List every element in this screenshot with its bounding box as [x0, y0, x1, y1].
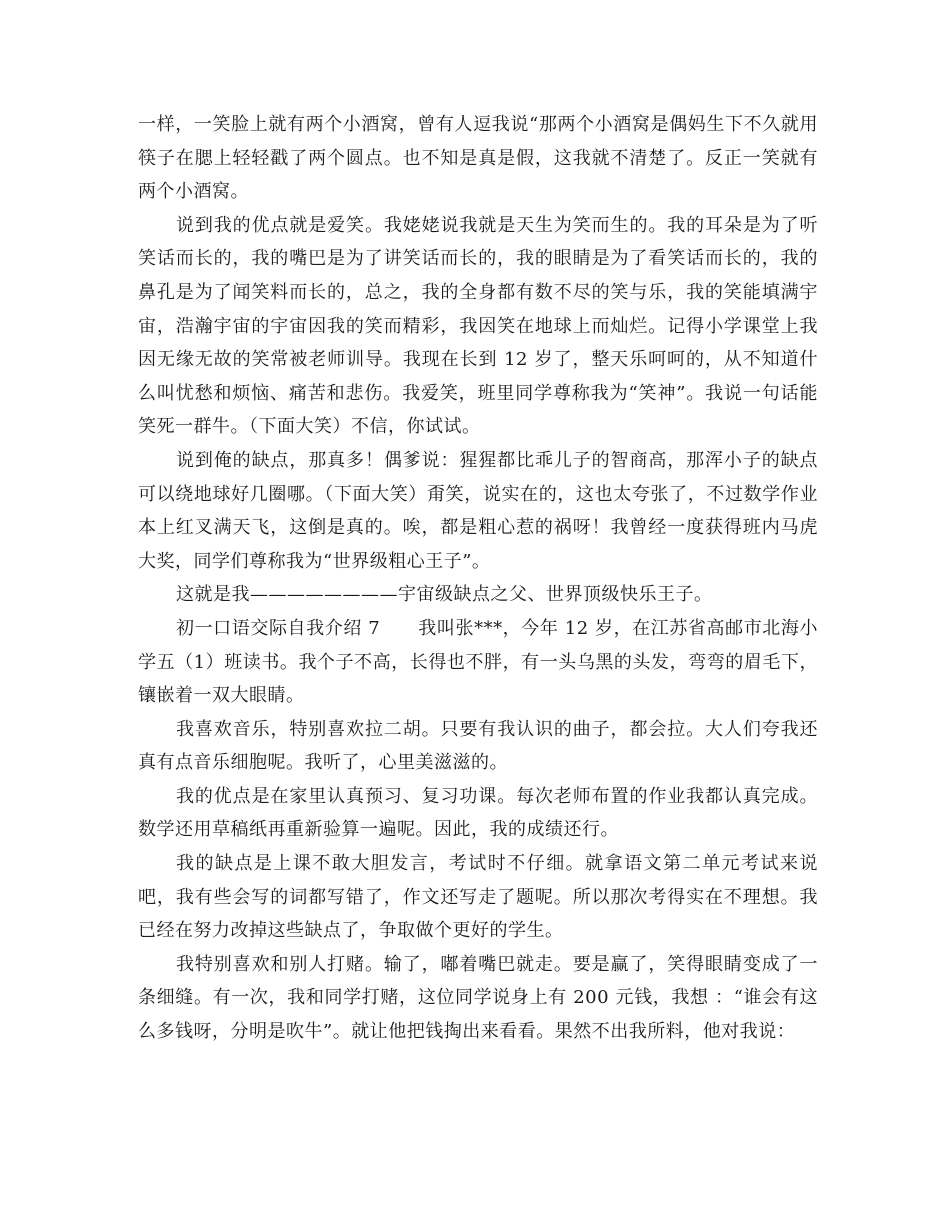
document-body [138, 108, 818, 1049]
section-heading: 初一口语交际自我介绍 7 [176, 617, 381, 639]
paragraph-2: 说到我的优点就是爱笑。我姥姥说我就是天生为笑而生的。我的耳朵是为了听笑话而长的，我的嘴巴是为了讲笑话而长的，我的眼睛是为了看笑话而长的，我的鼻孔是为了闻笑料而长的，总之，我的全身都有数不尽的笑与乐，我的笑能填满宇宙，浩瀚宇宙的宇宙因我的笑而精彩，我因笑在地球上而灿烂。记得小学课堂上我因无缘无故的笑常被老师训导。我现在长到 12 岁了，整天乐呵呵的，从不知道什么叫忧愁和烦恼、痛苦和悲伤。我爱笑，班里同学尊称我为“笑神”。我说一句话能笑死一群牛。（下面大笑）不信，你试试。 [138, 214, 818, 438]
paragraph-7: 我的优点是在家里认真预习、复习功课。每次老师布置的作业我都认真完成。数学还用草稿纸再重新验算一遍呢。因此，我的成绩还行。 [138, 785, 818, 841]
paragraph-6: 我喜欢音乐，特别喜欢拉二胡。只要有我认识的曲子，都会拉。大人们夸我还真有点音乐细胞呢。我听了，心里美滋滋的。 [138, 718, 818, 774]
paragraph-3: 说到俺的缺点，那真多！偶爹说：猩猩都比乖儿子的智商高，那浑小子的缺点可以绕地球好几圈哪。（下面大笑）甭笑，说实在的，这也太夸张了，不过数学作业本上红叉满天飞，这倒是真的。唉，都是粗心惹的祸呀！我曾经一度获得班内马虎大奖，同学们尊称我为“世界级粗心王子”。 [138, 449, 818, 572]
paragraph-5-body: 我叫张***，今年 12 岁，在江苏省高邮市北海小学五（1）班读书。我个子不高，长得也不胖，有一头乌黑的头发，弯弯的眉毛下，镶嵌着一双大眼睛。 [138, 617, 818, 707]
paragraph-4: 这就是我————————宇宙级缺点之父、世界顶级快乐王子。 [176, 584, 713, 606]
paragraph-5 [138, 612, 818, 713]
paragraph-8: 我的缺点是上课不敢大胆发言，考试时不仔细。就拿语文第二单元考试来说吧，我有些会写的词都写错了，作文还写走了题呢。所以那次考得实在不理想。我已经在努力改掉这些缺点了，争取做个更好的学生。 [138, 853, 818, 942]
paragraph-1: 一样，一笑脸上就有两个小酒窝，曾有人逗我说“那两个小酒窝是偶妈生下不久就用筷子在腮上轻轻戳了两个圆点。也不知是真是假，这我就不清楚了。反正一笑就有两个小酒窝。 [138, 114, 818, 203]
paragraph-9: 我特别喜欢和别人打赌。输了，嘟着嘴巴就走。要是赢了，笑得眼睛变成了一条细缝。有一次，我和同学打赌，这位同学说身上有 200 元钱，我想 ：“谁会有这么多钱呀，分明是吹牛”。就让他把钱掏出来看看。果然不出我所料，他对我说： [138, 953, 818, 1043]
